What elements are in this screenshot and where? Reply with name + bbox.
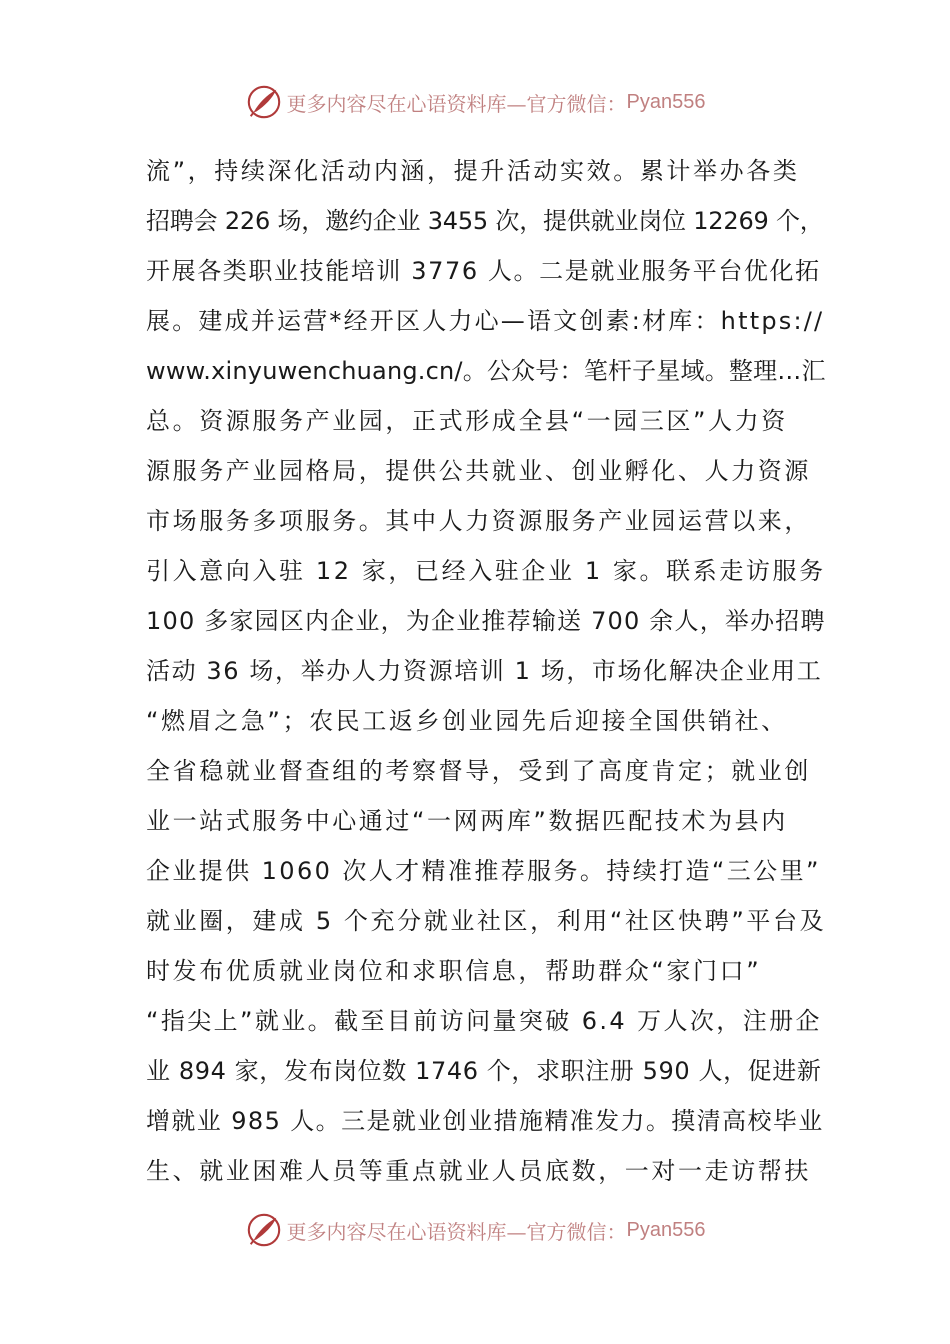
text-line: 活动 36 场，举办人力资源培训 1 场，市场化解决企业用工 [146,657,823,685]
text-line: 业 894 家，发布岗位数 1746 个，求职注册 590 人，促进新 [146,1057,822,1085]
text-line: “燃眉之急”；农民工返乡创业园先后迎接全国供销社、 [146,707,788,735]
text-line: 源服务产业园格局，提供公共就业、创业孵化、人力资源 [146,457,811,485]
text-line: 开展各类职业技能培训 3776 人。二是就业服务平台优化拓 [146,257,821,285]
text-line: 业一站式服务中心通过“一网两库”数据匹配技术为县内 [146,807,788,835]
footer-wechat-id: Pyan556 [626,1218,706,1241]
text-line: 生、就业困难人员等重点就业人员底数，一对一走访帮扶 [146,1157,811,1185]
quill-pen-logo-icon [245,83,283,121]
text-line: 时发布优质就业岗位和求职信息，帮助群众“家门口” [146,957,762,985]
quill-pen-logo-icon [245,1211,283,1249]
text-line: www.xinyuwenchuang.cn/。公众号：笔杆子星域。整理…汇 [146,357,826,385]
header-banner-text: 更多内容尽在心语资料库—官方微信： [286,91,627,116]
text-line: 增就业 985 人。三是就业创业措施精准发力。摸清高校毕业 [146,1107,824,1135]
text-line: 流”，持续深化活动内涵，提升活动实效。累计举办各类 [146,157,800,185]
text-line: “指尖上”就业。截至目前访问量突破 6.4 万人次，注册企 [146,1007,822,1035]
header-banner [0,82,950,122]
text-line: 全省稳就业督查组的考察督导，受到了高度肯定；就业创 [146,757,811,785]
text-line: 总。资源服务产业园，正式形成全县“一园三区”人力资 [146,407,788,435]
text-line: 市场服务多项服务。其中人力资源服务产业园运营以来， [146,507,811,535]
footer-banner-text: 更多内容尽在心语资料库—官方微信： [286,1219,627,1244]
text-line: 展。建成并运营*经开区人力心—语文创素:材库：https:// [146,307,825,335]
header-wechat-id: Pyan556 [626,90,706,113]
text-line: 招聘会 226 场，邀约企业 3455 次，提供就业岗位 12269 个， [146,207,824,235]
text-line: 引入意向入驻 12 家，已经入驻企业 1 家。联系走访服务 [146,557,826,585]
text-line: 100 多家园区内企业，为企业推荐输送 700 余人，举办招聘 [146,607,826,635]
text-line: 就业圈，建成 5 个充分就业社区，利用“社区快聘”平台及 [146,907,827,935]
document-body [146,146,826,1196]
footer-banner [0,1210,950,1250]
text-line: 企业提供 1060 次人才精准推荐服务。持续打造“三公里” [146,857,821,885]
